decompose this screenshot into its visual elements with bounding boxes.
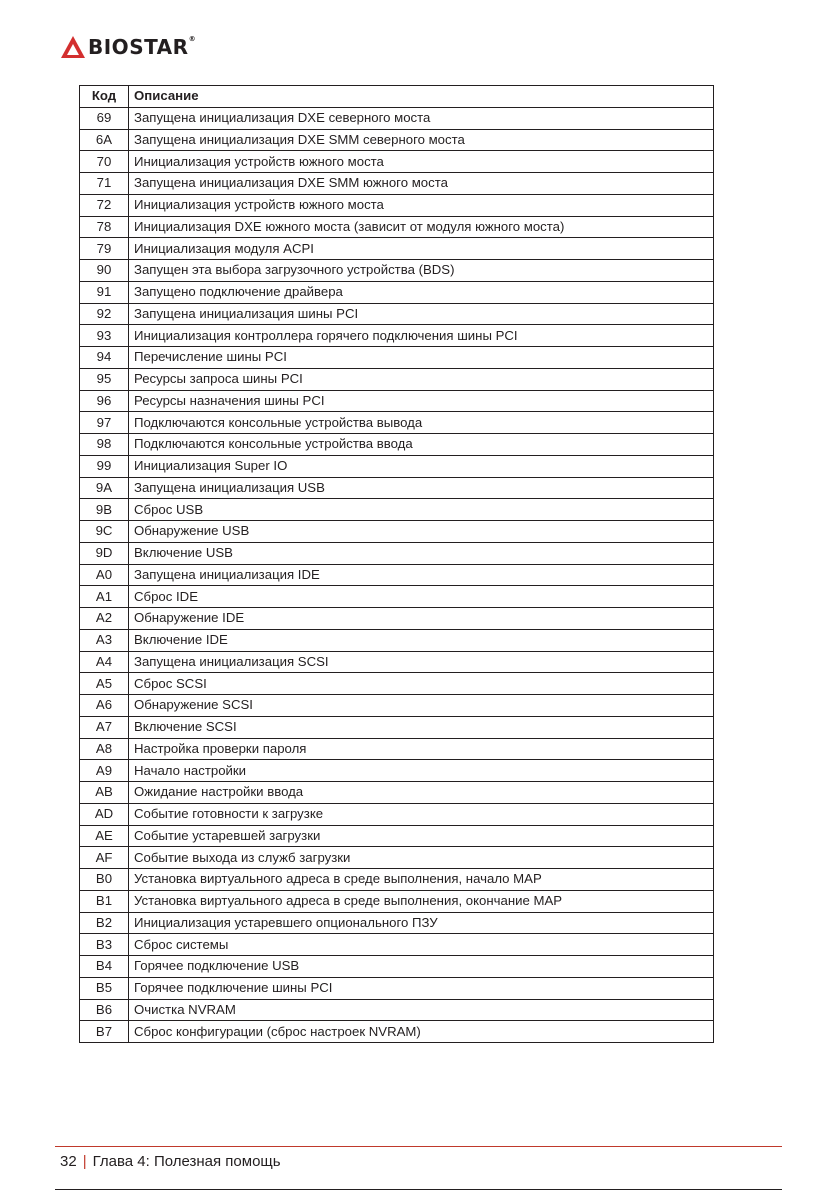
table-row: [80, 999, 714, 1021]
table-row: [80, 477, 714, 499]
table-row: [80, 695, 714, 717]
table-row: [80, 347, 714, 369]
description-cell: Подключаются консольные устройства вывода: [129, 412, 714, 434]
table-row: [80, 542, 714, 564]
page-number: 32: [60, 1153, 77, 1170]
table-row: [80, 629, 714, 651]
code-cell: AD: [80, 803, 129, 825]
code-cell: B2: [80, 912, 129, 934]
description-cell: Горячее подключение USB: [129, 956, 714, 978]
description-cell: Сброс IDE: [129, 586, 714, 608]
header-description: Описание: [129, 86, 714, 108]
table-row: [80, 521, 714, 543]
description-cell: Подключаются консольные устройства ввода: [129, 434, 714, 456]
code-cell: 78: [80, 216, 129, 238]
table-row: [80, 586, 714, 608]
description-cell: Запущена инициализация DXE SMM северного моста: [129, 129, 714, 151]
code-cell: A3: [80, 629, 129, 651]
description-cell: Запущено подключение драйвера: [129, 281, 714, 303]
table-row: [80, 912, 714, 934]
table-row: [80, 564, 714, 586]
code-cell: A9: [80, 760, 129, 782]
code-cell: 94: [80, 347, 129, 369]
registered-mark: ®: [188, 35, 197, 43]
code-cell: 98: [80, 434, 129, 456]
table-row: [80, 129, 714, 151]
description-cell: Запущена инициализация IDE: [129, 564, 714, 586]
description-cell: Установка виртуального адреса в среде выполнения, окончание MAP: [129, 890, 714, 912]
description-cell: Инициализация модуля ACPI: [129, 238, 714, 260]
table-row: [80, 847, 714, 869]
description-cell: Обнаружение USB: [129, 521, 714, 543]
description-cell: Запущен эта выбора загрузочного устройства (BDS): [129, 260, 714, 282]
table-row: [80, 890, 714, 912]
code-cell: 95: [80, 368, 129, 390]
table-row: [80, 782, 714, 804]
table-row: [80, 412, 714, 434]
table-row: [80, 977, 714, 999]
footer-divider-bottom: [55, 1189, 782, 1190]
code-cell: 72: [80, 194, 129, 216]
description-cell: Инициализация устройств южного моста: [129, 194, 714, 216]
description-cell: Ресурсы запроса шины PCI: [129, 368, 714, 390]
description-cell: Перечисление шины PCI: [129, 347, 714, 369]
table-row: [80, 673, 714, 695]
table-row: [80, 216, 714, 238]
code-cell: 97: [80, 412, 129, 434]
code-cell: 93: [80, 325, 129, 347]
description-cell: Событие устаревшей загрузки: [129, 825, 714, 847]
description-cell: Событие выхода из служб загрузки: [129, 847, 714, 869]
description-cell: Инициализация устройств южного моста: [129, 151, 714, 173]
code-cell: A5: [80, 673, 129, 695]
table-row: [80, 107, 714, 129]
table-header-row: [80, 86, 714, 108]
table-row: [80, 260, 714, 282]
table-row: [80, 1021, 714, 1043]
description-cell: Ресурсы назначения шины PCI: [129, 390, 714, 412]
table-row: [80, 173, 714, 195]
table-row: [80, 368, 714, 390]
description-cell: Настройка проверки пароля: [129, 738, 714, 760]
biostar-logo-icon: [60, 35, 86, 59]
brand-logo: [60, 33, 196, 61]
post-code-table: [79, 85, 714, 1043]
description-cell: Очистка NVRAM: [129, 999, 714, 1021]
table-row: [80, 651, 714, 673]
code-cell: 90: [80, 260, 129, 282]
code-cell: 91: [80, 281, 129, 303]
description-cell: Сброс конфигурации (сброс настроек NVRAM): [129, 1021, 714, 1043]
description-cell: Включение USB: [129, 542, 714, 564]
description-cell: Включение IDE: [129, 629, 714, 651]
code-cell: 69: [80, 107, 129, 129]
table-row: [80, 956, 714, 978]
code-cell: B4: [80, 956, 129, 978]
table-row: [80, 434, 714, 456]
header-code: Код: [80, 86, 129, 108]
code-cell: 9D: [80, 542, 129, 564]
code-cell: B7: [80, 1021, 129, 1043]
table-row: [80, 738, 714, 760]
description-cell: Горячее подключение шины PCI: [129, 977, 714, 999]
code-cell: 92: [80, 303, 129, 325]
description-cell: Запущена инициализация DXE северного моста: [129, 107, 714, 129]
table-row: [80, 151, 714, 173]
page-footer: [60, 1152, 281, 1172]
code-cell: B5: [80, 977, 129, 999]
brand-name: BIOSTAR®: [88, 35, 197, 59]
description-cell: Установка виртуального адреса в среде выполнения, начало MAP: [129, 869, 714, 891]
description-cell: Инициализация устаревшего опционального ПЗУ: [129, 912, 714, 934]
code-cell: 71: [80, 173, 129, 195]
table-row: [80, 455, 714, 477]
footer-separator: |: [82, 1153, 87, 1170]
table-row: [80, 803, 714, 825]
description-cell: Запущена инициализация USB: [129, 477, 714, 499]
description-cell: Ожидание настройки ввода: [129, 782, 714, 804]
description-cell: Запущена инициализация SCSI: [129, 651, 714, 673]
code-cell: B6: [80, 999, 129, 1021]
code-cell: A7: [80, 716, 129, 738]
table-row: [80, 716, 714, 738]
code-cell: 9A: [80, 477, 129, 499]
table-body: [80, 107, 714, 1042]
code-cell: A8: [80, 738, 129, 760]
description-cell: Сброс системы: [129, 934, 714, 956]
table-row: [80, 869, 714, 891]
code-cell: 96: [80, 390, 129, 412]
code-cell: 79: [80, 238, 129, 260]
description-cell: Запущена инициализация DXE SMM южного моста: [129, 173, 714, 195]
table-row: [80, 238, 714, 260]
table-row: [80, 194, 714, 216]
code-cell: 9B: [80, 499, 129, 521]
table-row: [80, 760, 714, 782]
code-cell: A2: [80, 608, 129, 630]
description-cell: Сброс USB: [129, 499, 714, 521]
table-row: [80, 281, 714, 303]
chapter-title: Глава 4: Полезная помощь: [92, 1153, 281, 1170]
table-row: [80, 934, 714, 956]
description-cell: Включение SCSI: [129, 716, 714, 738]
table-row: [80, 825, 714, 847]
footer-divider-top: [55, 1146, 782, 1147]
code-cell: B0: [80, 869, 129, 891]
code-cell: A1: [80, 586, 129, 608]
code-cell: B1: [80, 890, 129, 912]
code-cell: 99: [80, 455, 129, 477]
code-cell: 9C: [80, 521, 129, 543]
description-cell: Начало настройки: [129, 760, 714, 782]
table-row: [80, 325, 714, 347]
description-cell: Обнаружение SCSI: [129, 695, 714, 717]
code-cell: 70: [80, 151, 129, 173]
table-row: [80, 608, 714, 630]
description-cell: Событие готовности к загрузке: [129, 803, 714, 825]
description-cell: Обнаружение IDE: [129, 608, 714, 630]
table-row: [80, 303, 714, 325]
code-cell: AF: [80, 847, 129, 869]
code-cell: B3: [80, 934, 129, 956]
table-row: [80, 390, 714, 412]
code-cell: AE: [80, 825, 129, 847]
description-cell: Инициализация DXE южного моста (зависит от модуля южного моста): [129, 216, 714, 238]
description-cell: Запущена инициализация шины PCI: [129, 303, 714, 325]
code-cell: 6A: [80, 129, 129, 151]
code-cell: A6: [80, 695, 129, 717]
table-row: [80, 499, 714, 521]
description-cell: Сброс SCSI: [129, 673, 714, 695]
description-cell: Инициализация Super IO: [129, 455, 714, 477]
description-cell: Инициализация контроллера горячего подключения шины PCI: [129, 325, 714, 347]
code-cell: A0: [80, 564, 129, 586]
code-cell: A4: [80, 651, 129, 673]
code-cell: AB: [80, 782, 129, 804]
